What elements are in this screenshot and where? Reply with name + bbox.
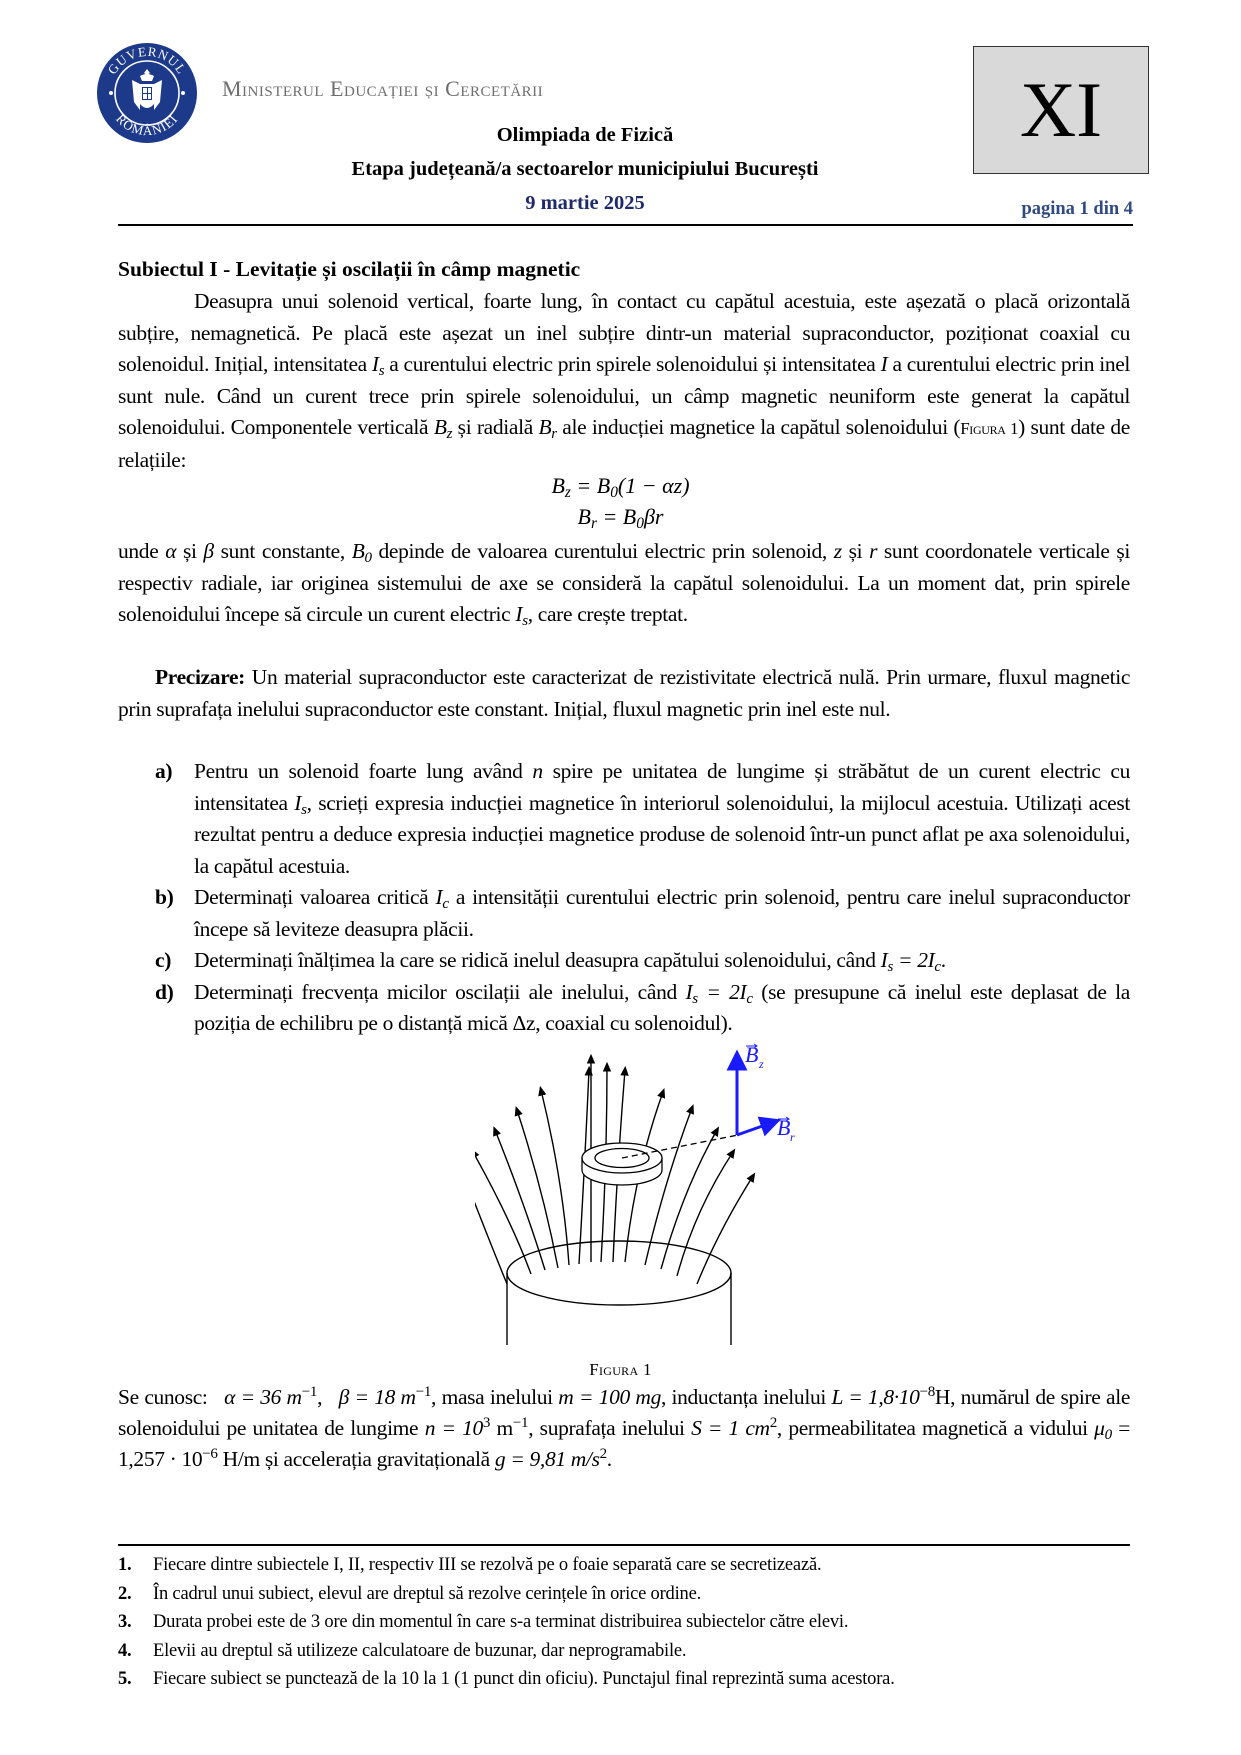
rule-number: 5. bbox=[118, 1669, 132, 1689]
rule-text: Fiecare dintre subiectele I, II, respectiv III se rezolvă pe o foaie separată care se secretizează. bbox=[153, 1555, 822, 1575]
given-gravity: g = 9,81 m/s bbox=[494, 1447, 600, 1471]
intro-text: a curentului electric prin inel sunt nule. Când un curent trece prin spirele solenoidului, un câmp magnetic neuniform este generat la capătul solenoidului. Componentele verticală bbox=[118, 352, 1131, 439]
header-divider bbox=[118, 224, 1133, 226]
figure-1-solenoid-field bbox=[475, 1040, 795, 1350]
note-paragraph bbox=[118, 662, 1130, 725]
rule-number: 3. bbox=[118, 1612, 132, 1632]
rule-item bbox=[118, 1665, 1130, 1694]
var-bz: $B_z$ bbox=[433, 415, 453, 442]
page-number: pagina 1 din 4 bbox=[1021, 199, 1133, 219]
exam-rules-list bbox=[118, 1551, 1130, 1694]
intro-text: Deasupra unui solenoid vertical, foarte lung, în contact cu capătul acestuia, este așezată o placă orizontală subțire, nemagnetică. Pe placă este așezat un inel subțire dintr-un material supraconductor, poziționat coaxial cu solenoidul. Inițial, intensitatea bbox=[118, 289, 1130, 376]
text: , masa inelului bbox=[431, 1385, 553, 1409]
note-text: Un material supraconductor este caracterizat de rezistivitate electrică nulă. Prin urmare, fluxul magnetic prin suprafața inelului supraconductor este constant. Inițial, fluxul magnetic prin inel este nul. bbox=[118, 665, 1131, 721]
text: , permeabilitatea magnetică a vidului bbox=[776, 1416, 1088, 1440]
magnetic-field-lines-diagram bbox=[475, 1040, 795, 1350]
olympiad-title: Olimpiada de Fizică bbox=[496, 124, 674, 146]
task-mark: d) bbox=[155, 979, 174, 1004]
rule-item bbox=[118, 1551, 1130, 1580]
task-text: Determinați înălțimea la care se ridică inelul deasupra capătului solenoidului, când bbox=[194, 948, 876, 972]
figure-caption: Figura 1 bbox=[589, 1360, 652, 1379]
given-inductance: L = 1,8·10 bbox=[831, 1385, 920, 1409]
task-d: d) Determinați frecvența micilor oscilații ale inelului, când $I_s = 2I_c$ (se presupune că inelul este deplasat de la poziția de echilibru pe o distanță mică Δz, coaxial cu solenoidul). bbox=[155, 977, 1130, 1040]
text: unde bbox=[118, 539, 159, 563]
given-beta: β = 18 m bbox=[338, 1385, 416, 1409]
task-mark: a) bbox=[155, 759, 173, 783]
text: , care crește treptat. bbox=[527, 602, 688, 626]
svg-text:ROMÂNIEI: ROMÂNIEI bbox=[113, 111, 181, 139]
svg-text:GUVERNUL: GUVERNUL bbox=[104, 43, 190, 78]
var-n: n bbox=[532, 759, 543, 783]
intro-text: și radială bbox=[457, 415, 533, 439]
rule-item bbox=[118, 1637, 1130, 1666]
task-mark: b) bbox=[155, 885, 174, 909]
task-text: , scrieți expresia inducției magnetice în interiorul solenoidului, la mijlocul acestuia. Utilizați acest rezultat pentru a deduce expresia inducției magnetice produse de solenoid într-un punct aflat pe axa solenoidului, la capătul acestuia. bbox=[194, 790, 1130, 878]
note-label: Precizare: bbox=[155, 665, 245, 689]
task-text: a intensității curentului electric prin solenoid, pentru care inelul supraconductor începe să leviteze deasupra plăcii. bbox=[194, 885, 1130, 941]
equation-bz: $B_z = B_0(1 - \alpha z)$ bbox=[551, 473, 690, 501]
intro-text: a curentului electric prin spirele solenoidului și intensitatea bbox=[389, 352, 876, 376]
given-area: S = 1 cm bbox=[691, 1416, 770, 1440]
svg-text:z: z bbox=[759, 1057, 764, 1071]
olympiad-date: 9 martie 2025 bbox=[525, 192, 645, 214]
task-text: Pentru un solenoid foarte lung având bbox=[194, 759, 523, 783]
given-data-paragraph: Se cunosc: α = 36 $m^{-1}$, β = 18 $m^{-1}$, masa inelului m = 100 mg, inductanța inelului $L = 1,8\cdot 10^{-8}H$, numărul de spire ale solenoidului pe unitatea de lungime $n = 10^3$ $m^{-1}$, suprafața inelului S = 1 $cm^2$, permeabilitatea magnetică a vidului $\mu_0 = 1,257 \cdot 10^{-6}$ H/m și accelerația gravitațională g = 9,81 $m/s^2$. bbox=[118, 1384, 1131, 1471]
given-alpha: α = 36 m bbox=[224, 1385, 302, 1409]
br-label: B bbox=[777, 1115, 791, 1140]
task-a: a) Pentru un solenoid foarte lung având n spire pe unitatea de lungime și străbătut de un curent electric cu intensitatea $I_s$, scrieți expresia inducției magnetice în interiorul solenoidului, la mijlocul acestuia. Utilizați acest rezultat pentru a deduce expresia inducției magnetice produse de solenoid într-un punct aflat pe axa solenoidului, la capătul acestuia. bbox=[155, 756, 1130, 882]
rule-text: Durata probei este de 3 ore din momentul în care s-a terminat distribuirea subiectelor către elevi. bbox=[153, 1612, 849, 1632]
task-text: Determinați frecvența micilor oscilații ale inelului, când bbox=[194, 979, 677, 1004]
rule-text: În cadrul unui subiect, elevul are dreptul să rezolve cerințele în orice ordine. bbox=[153, 1583, 702, 1604]
text: și accelerația gravitațională bbox=[264, 1447, 490, 1471]
task-text: . bbox=[940, 948, 946, 972]
task-text: (se presupune că inelul este deplasat de la poziția de echilibru pe o distanță mică Δz, coaxial cu solenoidul). bbox=[194, 979, 1130, 1035]
text: sunt constante, bbox=[220, 539, 345, 563]
rule-number: 2. bbox=[118, 1583, 132, 1604]
text: depinde de valoarea curentului electric prin solenoid, bbox=[378, 539, 827, 563]
given-turns-density: n = 10 bbox=[424, 1416, 483, 1440]
text: , numărul de spire ale solenoidului pe unitatea de lungime bbox=[118, 1385, 1131, 1440]
text: , inductanța inelului bbox=[660, 1385, 826, 1409]
task-b: b) Determinați valoarea critică $I_c$ a intensității curentului electric prin solenoid, pentru care inelul supraconductor începe să leviteze deasupra plăcii. bbox=[155, 882, 1130, 945]
bz-label: B bbox=[745, 1042, 759, 1067]
text: sunt coordonatele verticale și respectiv radiale, iar originea sistemului de axe se consideră la capătul solenoidului. La un moment dat, prin spirele solenoidului începe să circule un curent electric bbox=[118, 539, 1131, 626]
given-mass: m = 100 mg bbox=[558, 1385, 661, 1409]
rule-text: Fiecare subiect se punctează de la 10 la 1 (1 punct din oficiu). Punctajul final reprezintă suma acestora. bbox=[153, 1669, 895, 1689]
grade-box bbox=[973, 46, 1149, 174]
footer-divider bbox=[118, 1544, 1130, 1546]
text: și bbox=[182, 539, 197, 563]
text: și bbox=[848, 539, 863, 563]
definitions-paragraph: unde α și β sunt constante, $B_0$ depinde de valoarea curentului electric prin solenoid, z și r sunt coordonatele verticale și respectiv radiale, iar originea sistemului de axe se consideră la capătul solenoidului. La un moment dat, prin spirele solenoidului începe să circule un curent electric $I_s$, care crește treptat. bbox=[118, 539, 1131, 629]
var-is: $I_s$ bbox=[371, 352, 385, 379]
task-text: spire pe unitatea de lungime și străbătut de un curent electric cu intensitatea bbox=[194, 759, 1130, 815]
var-br: $B_r$ bbox=[538, 415, 557, 442]
svg-text:r: r bbox=[790, 1130, 795, 1144]
figure-reference: Figura 1 bbox=[960, 419, 1019, 438]
ministry-name: Ministerul Educației și Cercetării bbox=[222, 76, 544, 101]
rule-number: 1. bbox=[118, 1555, 132, 1575]
intro-text: ) sunt date de relațiile: bbox=[118, 415, 1130, 472]
task-c: c) Determinați înălțimea la care se ridică inelul deasupra capătului solenoidului, când $I_s = 2I_c$. bbox=[155, 945, 1130, 977]
rule-item bbox=[118, 1608, 1130, 1637]
olympiad-stage: Etapa județeană/a sectoarelor municipiului București bbox=[351, 158, 819, 180]
subject-title: Subiectul I - Levitație și oscilații în câmp magnetic bbox=[118, 257, 581, 281]
rule-text: Elevii au dreptul să utilizeze calculatoare de buzunar, dar neprogramabile. bbox=[153, 1640, 687, 1661]
task-list bbox=[155, 756, 1130, 1040]
equation-br: $B_r = B_0\beta r$ bbox=[577, 504, 664, 532]
text: Se cunosc: bbox=[118, 1385, 208, 1409]
var-i: I bbox=[880, 352, 888, 376]
text: , suprafața inelului bbox=[528, 1416, 685, 1440]
task-text: Determinați valoarea critică bbox=[194, 885, 429, 909]
rule-item bbox=[118, 1580, 1130, 1609]
given-mu0: = 1,257 · 10 bbox=[118, 1416, 1131, 1471]
intro-paragraph bbox=[118, 286, 1130, 476]
rule-number: 4. bbox=[118, 1640, 132, 1661]
grade-label: XI bbox=[1019, 66, 1103, 153]
intro-text: ale inducției magnetice la capătul solenoidului ( bbox=[562, 415, 961, 439]
task-mark: c) bbox=[155, 948, 172, 972]
